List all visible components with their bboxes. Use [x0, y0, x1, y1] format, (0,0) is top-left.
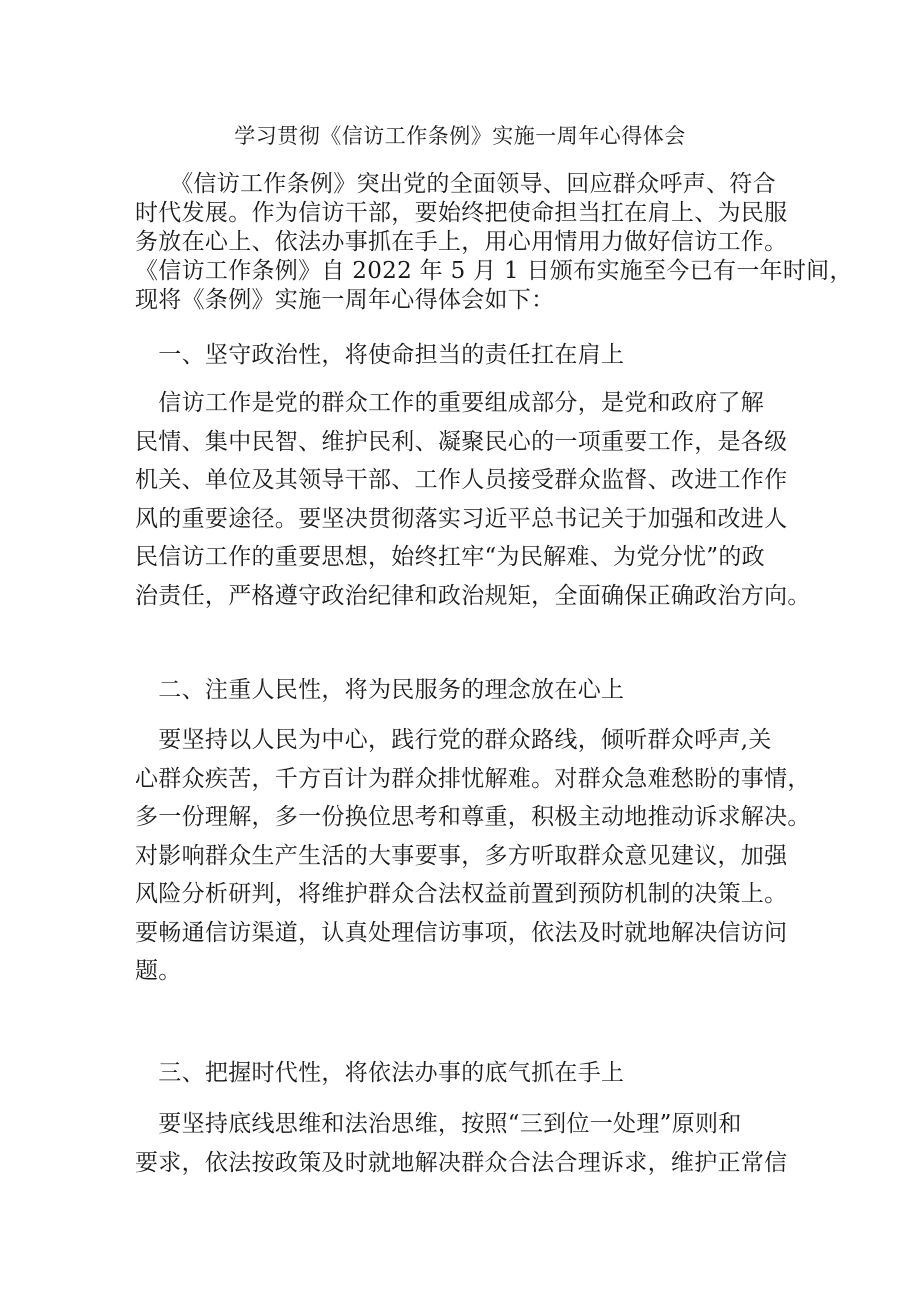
- text-line: 心群众疾苦，千方百计为群众排忧解难。对群众急难愁盼的事情，: [135, 765, 811, 792]
- text-line: 现将《条例》实施一周年心得体会如下：: [135, 287, 555, 313]
- text-line: 务放在心上、依法办事抓在手上，用心用情用力做好信访工作。: [135, 229, 788, 255]
- text-line: 多一份理解，多一份换位思考和尊重，积极主动地推动诉求解决。: [135, 804, 811, 830]
- text-line: 要畅通信访渠道，认真处理信访事项，依法及时就地解决信访问: [135, 919, 788, 946]
- section-heading-2: [135, 674, 815, 706]
- text-line: 《信访工作条例》突出党的全面领导、回应群众呼声、符合: [135, 171, 776, 197]
- section-heading-1: [135, 339, 815, 371]
- text-line: 对影响群众生产生活的大事要事，多方听取群众意见建议，加强: [135, 842, 788, 869]
- text-line: 题。: [135, 958, 182, 984]
- heading-text: 三、把握时代性，将依法办事的底气抓在手上: [135, 1060, 625, 1086]
- text-line: 要坚持底线思维和法治思维，按照“三到位一处理”原则和: [135, 1111, 742, 1137]
- text-line: 要坚持以人民为中心，践行党的群众路线，倾听群众呼声,关: [135, 727, 772, 753]
- text-line: 治责任，严格遵守政治纪律和政治规矩，全面确保正确政治方向。: [135, 582, 811, 609]
- section-body-1: [135, 384, 815, 615]
- text-line: 风的重要途径。要坚决贯彻落实习近平总书记关于加强和改进人: [135, 505, 788, 532]
- text-line: 机关、单位及其领导干部、工作人员接受群众监督、改进工作作: [135, 467, 788, 493]
- text-line: 民情、集中民智、维护民利、凝聚民心的一项重要工作，是各级: [135, 428, 788, 455]
- text-line: 民信访工作的重要思想，始终扛牢“为民解难、为党分忧”的政: [135, 544, 765, 570]
- text-line: 《信访工作条例》自 2022 年 5 月 1 日颁布实施至今已有一年时间，: [135, 258, 853, 284]
- text-line: 风险分析研判，将维护群众合法权益前置到预防机制的决策上。: [135, 881, 788, 907]
- section-heading-3: [135, 1057, 815, 1089]
- text-line: 信访工作是党的群众工作的重要组成部分，是党和政府了解: [135, 390, 765, 416]
- intro-paragraph: [135, 170, 853, 315]
- text-line: 要求，依法按政策及时就地解决群众合法合理诉求，维护正常信: [135, 1149, 788, 1176]
- section-body-3: [135, 1105, 815, 1182]
- text-line: 时代发展。作为信访干部，要始终把使命担当扛在肩上、为民服: [135, 200, 788, 226]
- heading-text: 一、坚守政治性，将使命担当的责任扛在肩上: [135, 342, 625, 368]
- section-body-2: [135, 721, 815, 991]
- document-title: 学习贯彻《信访工作条例》实施一周年心得体会: [234, 124, 686, 148]
- heading-text: 二、注重人民性，将为民服务的理念放在心上: [135, 677, 625, 703]
